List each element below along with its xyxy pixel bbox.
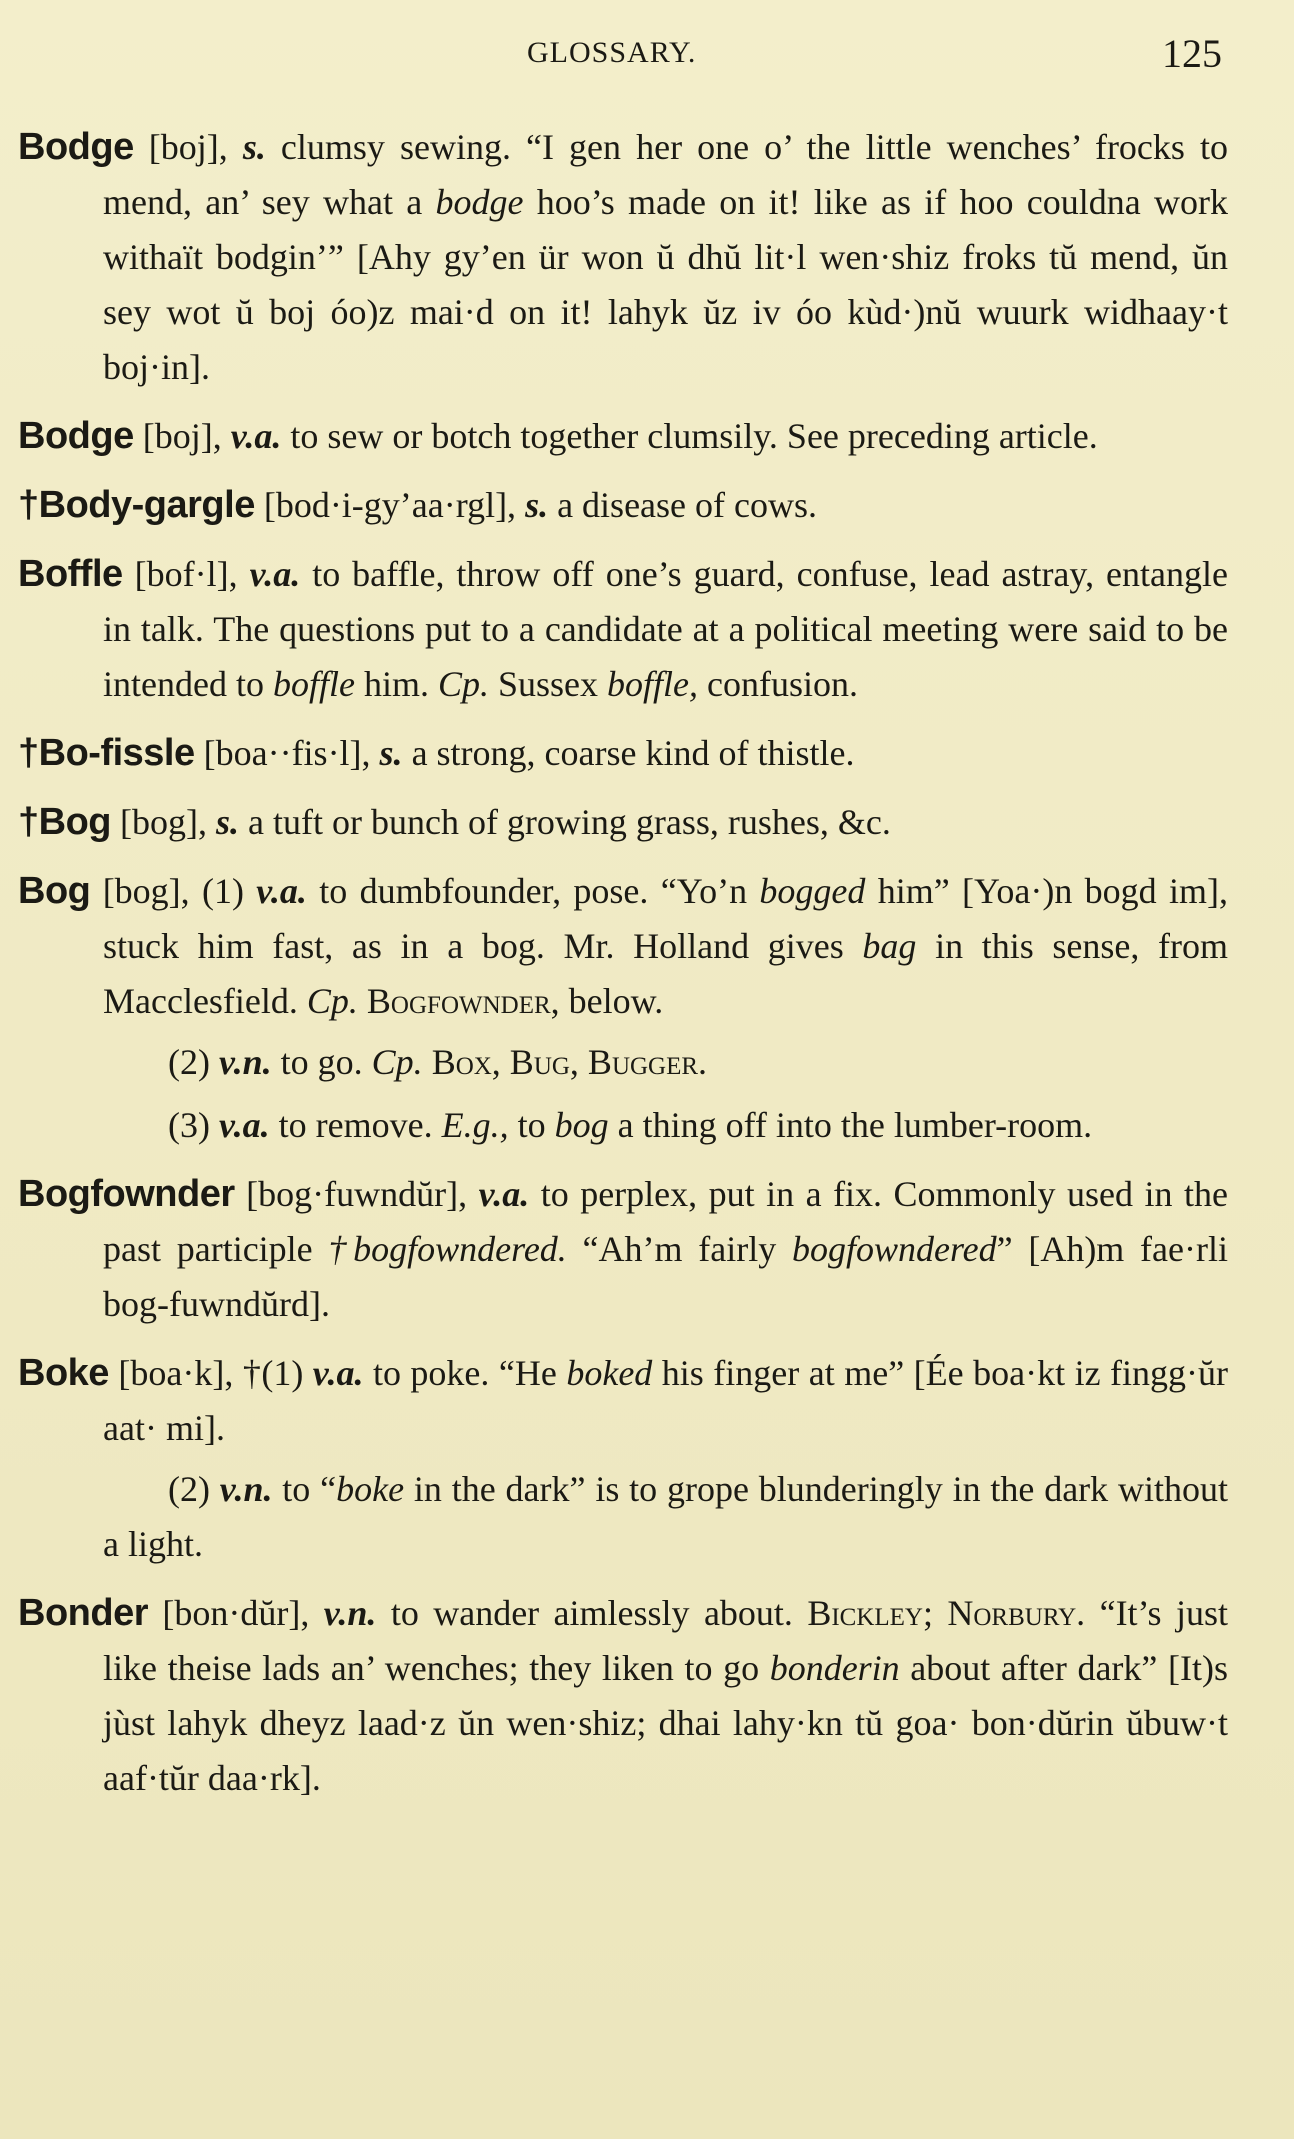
italic-word: Cp. bbox=[437, 664, 489, 704]
entry-bogfownder bbox=[18, 1167, 1228, 1332]
entry-boke-sense-2 bbox=[18, 1462, 1228, 1572]
entry-bog-noun bbox=[18, 795, 1228, 850]
entry-bonder bbox=[18, 1586, 1228, 1806]
definition-text: to dumbfounder, pose. “Yo’n bbox=[306, 871, 760, 911]
headword: Bonder bbox=[18, 1592, 148, 1634]
headword: Boke bbox=[18, 1352, 109, 1394]
headword: Bogfownder bbox=[18, 1173, 235, 1215]
entry-bog-verb bbox=[18, 864, 1228, 1029]
pronunciation: [boj], bbox=[133, 416, 222, 456]
italic-word: boke bbox=[336, 1469, 405, 1509]
definition-text: a strong, coarse kind of thistle. bbox=[402, 733, 855, 773]
part-of-speech: s. bbox=[227, 127, 266, 167]
definition-text: to go. bbox=[271, 1042, 372, 1082]
italic-word: bonderin bbox=[769, 1648, 900, 1688]
header-title: GLOSSARY. bbox=[527, 36, 697, 69]
definition-text: to “ bbox=[272, 1469, 337, 1509]
definition-text: a disease of cows. bbox=[548, 485, 817, 525]
definition-text: him. bbox=[354, 664, 438, 704]
headword: †Body-gargle bbox=[18, 484, 255, 526]
definition-text: hoo’s made on it! like as if hoo couldna work withaït bodgin’” [Ahy gy’en ür won ŭ dhŭ lit·l wen·shiz froks tŭ mend, ŭn sey wot ŭ boj óo)z mai·d on it! lahyk ŭz iv óo kùd·)nŭ wuurk widhaay·t boj·in]. bbox=[103, 182, 1228, 387]
italic-word: boffle bbox=[272, 664, 355, 704]
headword: Boffle bbox=[18, 553, 123, 595]
definition-text: Sussex bbox=[488, 664, 608, 704]
part-of-speech: v.a. bbox=[209, 1105, 270, 1145]
sense-number: (3) bbox=[168, 1105, 210, 1145]
italic-word: †bogfowndered. bbox=[328, 1229, 567, 1269]
italic-word: Cp. bbox=[371, 1042, 423, 1082]
definition-text: a tuft or bunch of growing grass, rushes, &c. bbox=[239, 802, 891, 842]
pronunciation: [bog], bbox=[111, 802, 207, 842]
sense-number: (2) bbox=[168, 1042, 210, 1082]
definition-text: to wander aimlessly about. bbox=[376, 1593, 793, 1633]
italic-word: boffle, bbox=[607, 664, 698, 704]
definition-text: about after dark” [It)s jùst lahyk dheyz laad·z ŭn wen·shiz; dhai lahy·kn tŭ goa· bon·dŭrin ŭbuw·t aaf·tŭr daa·rk]. bbox=[103, 1648, 1228, 1798]
definition-text: his finger at me” [Ée boa·kt iz fingg·ŭr aat· mi]. bbox=[103, 1353, 1228, 1448]
part-of-speech: v.n. bbox=[209, 1042, 272, 1082]
part-of-speech: v.n. bbox=[209, 1469, 273, 1509]
definition-text: confusion. bbox=[698, 664, 858, 704]
pronunciation: [boj], bbox=[133, 127, 228, 167]
definition-text: to remove. bbox=[269, 1105, 442, 1145]
definition-text: to perplex, put in a fix. Commonly used in the past participle bbox=[103, 1174, 1228, 1269]
entry-bog-sense-2 bbox=[18, 1035, 1228, 1090]
entry-boke bbox=[18, 1346, 1228, 1456]
part-of-speech: v.n. bbox=[309, 1593, 377, 1633]
part-of-speech: s. bbox=[206, 802, 239, 842]
small-caps-reference: Box, Bug, Bugger. bbox=[422, 1042, 708, 1082]
page-number: 125 bbox=[1162, 31, 1222, 76]
glossary-entries bbox=[18, 120, 1228, 1820]
definition-text: below. bbox=[559, 981, 664, 1021]
pronunciation: [bog], (1) bbox=[90, 871, 244, 911]
running-head bbox=[0, 30, 1294, 80]
part-of-speech: v.a. bbox=[221, 416, 282, 456]
entry-bo-fissle bbox=[18, 726, 1228, 781]
pronunciation: [bof·l], bbox=[122, 554, 238, 594]
headword: Bodge bbox=[18, 126, 134, 168]
part-of-speech: v.a. bbox=[467, 1174, 530, 1214]
entry-bodge-verb bbox=[18, 409, 1228, 464]
pronunciation: [boa·k], †(1) bbox=[108, 1353, 304, 1393]
entry-bog-sense-3 bbox=[18, 1098, 1228, 1153]
entry-body-gargle bbox=[18, 478, 1228, 533]
definition-text: in this sense, from Macclesfield. bbox=[103, 926, 1228, 1021]
italic-word: bog bbox=[554, 1105, 609, 1145]
italic-word: bogfowndered bbox=[791, 1229, 997, 1269]
part-of-speech: v.a. bbox=[237, 554, 301, 594]
part-of-speech: s. bbox=[516, 485, 549, 525]
italic-word: E.g., bbox=[441, 1105, 509, 1145]
definition-text: him” [Yoa·)n bogd im], stuck him fast, as in a bog. Mr. Holland gives bbox=[103, 871, 1228, 966]
italic-word: boked bbox=[566, 1353, 653, 1393]
definition-text: to bbox=[508, 1105, 555, 1145]
definition-text: a thing off into the lumber-room. bbox=[608, 1105, 1093, 1145]
part-of-speech: v.a. bbox=[243, 871, 307, 911]
italic-word: bogged bbox=[759, 871, 866, 911]
definition-text: ” [Ah)m fae·rli bog-fuwndŭrd]. bbox=[103, 1229, 1228, 1324]
pronunciation: [boa··fis·l], bbox=[194, 733, 371, 773]
sense-number: (2) bbox=[168, 1469, 210, 1509]
definition-text: to sew or botch together clumsily. See preceding article. bbox=[281, 416, 1098, 456]
entry-boffle bbox=[18, 547, 1228, 712]
headword: Bog bbox=[18, 870, 91, 912]
small-caps-reference: Bogfownder, bbox=[357, 981, 560, 1021]
definition-text: “Ah’m fairly bbox=[566, 1229, 792, 1269]
entry-bodge-noun bbox=[18, 120, 1228, 395]
definition-text: to poke. “He bbox=[363, 1353, 567, 1393]
headword: Bodge bbox=[18, 415, 134, 457]
headword: †Bog bbox=[18, 801, 111, 843]
headword: †Bo-fissle bbox=[18, 732, 195, 774]
part-of-speech: v.a. bbox=[303, 1353, 364, 1393]
definition-text: clumsy sewing. “I gen her one o’ the little wenches’ frocks to mend, an’ sey what a bbox=[103, 127, 1228, 222]
definition-text: in the dark” is to grope blunderingly in the dark without a light. bbox=[103, 1469, 1229, 1564]
pronunciation: [bon·dŭr], bbox=[148, 1593, 310, 1633]
italic-word: bodge bbox=[435, 182, 524, 222]
definition-text: to baffle, throw off one’s guard, confuse, lead astray, entangle in talk. The questions put to a candidate at a political meeting were said to be intended to bbox=[103, 554, 1228, 704]
small-caps-reference: Bickley; Norbury. bbox=[792, 1593, 1086, 1633]
pronunciation: [bog·fuwndŭr], bbox=[234, 1174, 468, 1214]
italic-word: Cp. bbox=[306, 981, 358, 1021]
definition-text: “It’s just like theise lads an’ wenches; they liken to go bbox=[103, 1593, 1228, 1688]
pronunciation: [bod·i-gy’aa·rgl], bbox=[254, 485, 517, 525]
part-of-speech: s. bbox=[370, 733, 403, 773]
italic-word: bag bbox=[862, 926, 917, 966]
